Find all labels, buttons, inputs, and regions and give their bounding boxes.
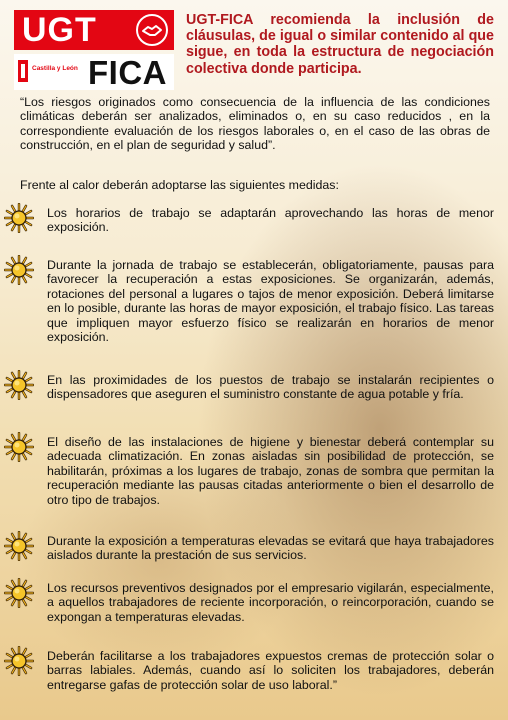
logo-ugt-band [14, 10, 174, 50]
logo-fica-band [14, 54, 174, 90]
header [0, 0, 508, 92]
page-title: UGT-FICA recomienda la inclusión de cláusulas, de igual o similar contenido al que sigue, en toda la estructura de negociación colectiva donde participa. [186, 12, 494, 77]
measure-text: Durante la jornada de trabajo se establecerán, obligatoriamente, pausas para favorecer la recuperación a estas exposiciones. Se organizarán, además, rotaciones del personal a lugares o tajos de menor exposición. Deberá limitarse en lo posible, durante las horas de mayor exposición, el trabajo físico. Las tareas que impliquen mayor esfuerzo físico se realizarán en horarios de menor exposición. [47, 258, 494, 345]
sun-icon [4, 255, 34, 285]
measures-lead: Frente al calor deberán adoptarse las siguientes medidas: [20, 178, 339, 192]
measure-text: Los horarios de trabajo se adaptarán aprovechando las horas de menor exposición. [47, 206, 494, 235]
sun-icon [4, 646, 34, 676]
ugt-fica-logo [14, 10, 174, 90]
logo-ugt-text: UGT [22, 11, 97, 49]
sun-icon [4, 578, 34, 608]
sun-icon [4, 370, 34, 400]
measure-text: Los recursos preventivos designados por el empresario vigilarán, especialmente, a aquellos trabajadores de reciente incorporación, o reincorporación, cuando se expongan a temperaturas elevadas. [47, 581, 494, 624]
handshake-icon [136, 14, 168, 46]
measure-text: En las proximidades de los puestos de trabajo se instalarán recipientes o dispensadores que aseguren el suministro constante de agua potable y fría. [47, 373, 494, 402]
measure-text: Deberán facilitarse a los trabajadores expuestos cremas de protección solar o barras labiales. Además, cuando así lo soliciten los trabajadores, deberán entregarse gafas de protección solar de uso laboral.” [47, 649, 494, 692]
sun-icon [4, 203, 34, 233]
sun-icon [4, 432, 34, 462]
measure-text: Durante la exposición a temperaturas elevadas se evitará que haya trabajadores aislados durante la prestación de sus servicios. [47, 534, 494, 563]
logo-region: Castilla y León [32, 65, 78, 72]
intro-quote: “Los riesgos originados como consecuencia de la influencia de las condiciones climáticas deberán ser analizados, eliminados o, en su caso reducidos , en la correspondiente evaluación de los riesgos laborales o, en el caso de las obras de construcción, en el plan de seguridad y salud”. [20, 95, 490, 153]
logo-fica-text: FICA [88, 54, 167, 91]
flag-icon [18, 60, 28, 82]
sun-icon [4, 531, 34, 561]
measure-text: El diseño de las instalaciones de higiene y bienestar deberá contemplar su adecuada climatización. En zonas aisladas sin posibilidad de protección, se habilitarán, próximas a los lugares de trabajo, zonas de sombra que permitan la recuperación mediante las pausas citadas anteriormente o bien el desarrollo de otro tipo de trabajos. [47, 435, 494, 507]
